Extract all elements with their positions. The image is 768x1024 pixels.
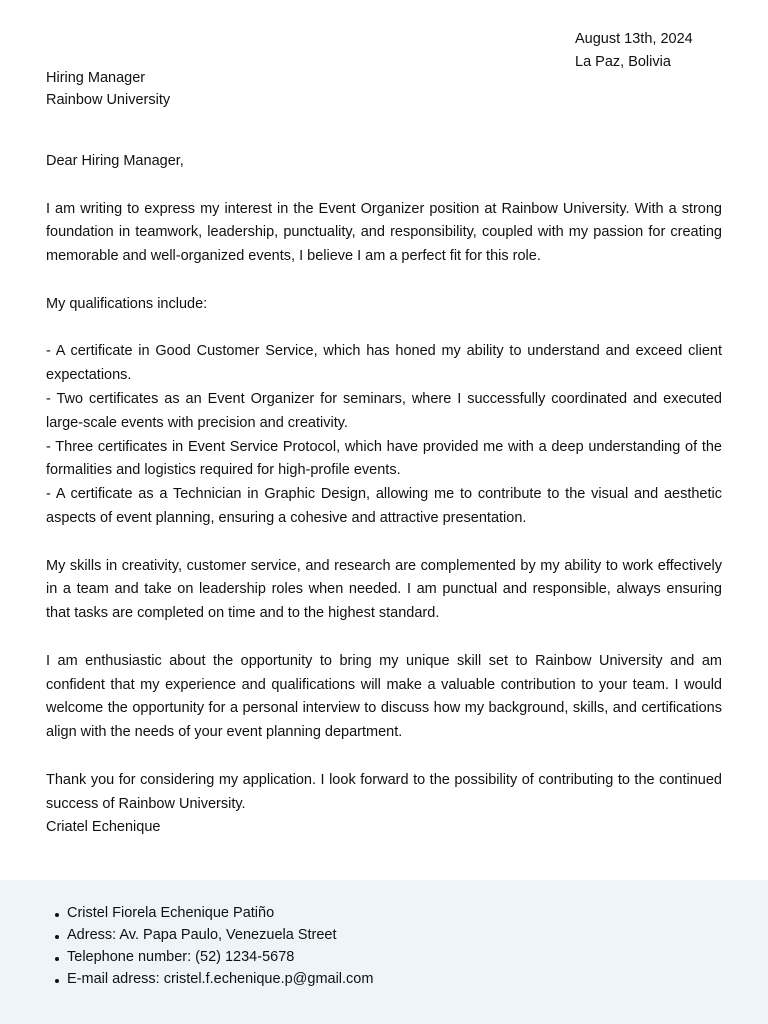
bullet-icon <box>55 913 59 917</box>
bullet-icon <box>55 979 59 983</box>
contact-footer <box>0 880 768 1024</box>
letter-date: August 13th, 2024 <box>575 31 693 47</box>
intro-paragraph: I am writing to express my interest in the Event Organizer position at Rainbow University. With a strong foundation in teamwork, leadership, punctuality, and responsibility, coupled with my passion for creating memorable and well-organized events, I believe I am a perfect fit for this role. <box>46 200 722 265</box>
enthusiasm-paragraph: I am enthusiastic about the opportunity to bring my unique skill set to Rainbow University and am confident that my experience and qualifications will make a valuable contribution to your team. I would welcome the opportunity for a personal interview to discuss how my background, skills, and certifications align with the needs of your event planning department. <box>46 652 722 741</box>
contact-name <box>55 902 373 924</box>
contact-name-text: Cristel Fiorela Echenique Patiño <box>67 905 275 921</box>
contact-email <box>55 968 373 990</box>
recipient-title: Hiring Manager <box>46 70 146 86</box>
recipient-organization: Rainbow University <box>46 92 171 108</box>
letter-location: La Paz, Bolivia <box>575 54 671 70</box>
contact-address <box>55 924 373 946</box>
recipient-block <box>46 67 170 111</box>
letter-body <box>46 150 722 840</box>
bullet-icon <box>55 957 59 961</box>
contact-phone <box>55 946 373 968</box>
qualification-item: - Three certificates in Event Service Protocol, which have provided me with a deep understanding of the formalities and logistics required for high-profile events. <box>46 438 722 479</box>
contact-address-text: Adress: Av. Papa Paulo, Venezuela Street <box>67 927 337 943</box>
qualifications-heading: My qualifications include: <box>46 295 208 312</box>
contact-email-text: E-mail adress: cristel.f.echenique.p@gmail.com <box>67 971 374 987</box>
contact-list <box>55 902 373 990</box>
closing-paragraph: Thank you for considering my application. I look forward to the possibility of contributing to the continued success of Rainbow University. <box>46 771 722 812</box>
qualification-item: - A certificate as a Technician in Graphic Design, allowing me to contribute to the visual and aesthetic aspects of event planning, ensuring a cohesive and attractive presentation. <box>46 486 722 526</box>
signature: Criatel Echenique <box>46 819 161 836</box>
qualification-item: - Two certificates as an Event Organizer for seminars, where I successfully coordinated and executed large-scale events with precision and creativity. <box>46 390 722 431</box>
salutation: Dear Hiring Manager, <box>46 153 184 169</box>
contact-phone-text: Telephone number: (52) 1234-5678 <box>67 949 295 965</box>
skills-paragraph: My skills in creativity, customer service, and research are complemented by my ability to work effectively in a team and take on leadership roles when needed. I am punctual and responsible, always ensuring that tasks are completed on time and to the highest standard. <box>46 557 722 622</box>
bullet-icon <box>55 935 59 939</box>
qualification-item: - A certificate in Good Customer Service, which has honed my ability to understand and exceed client expectations. <box>46 343 722 384</box>
date-location-block <box>575 28 693 74</box>
